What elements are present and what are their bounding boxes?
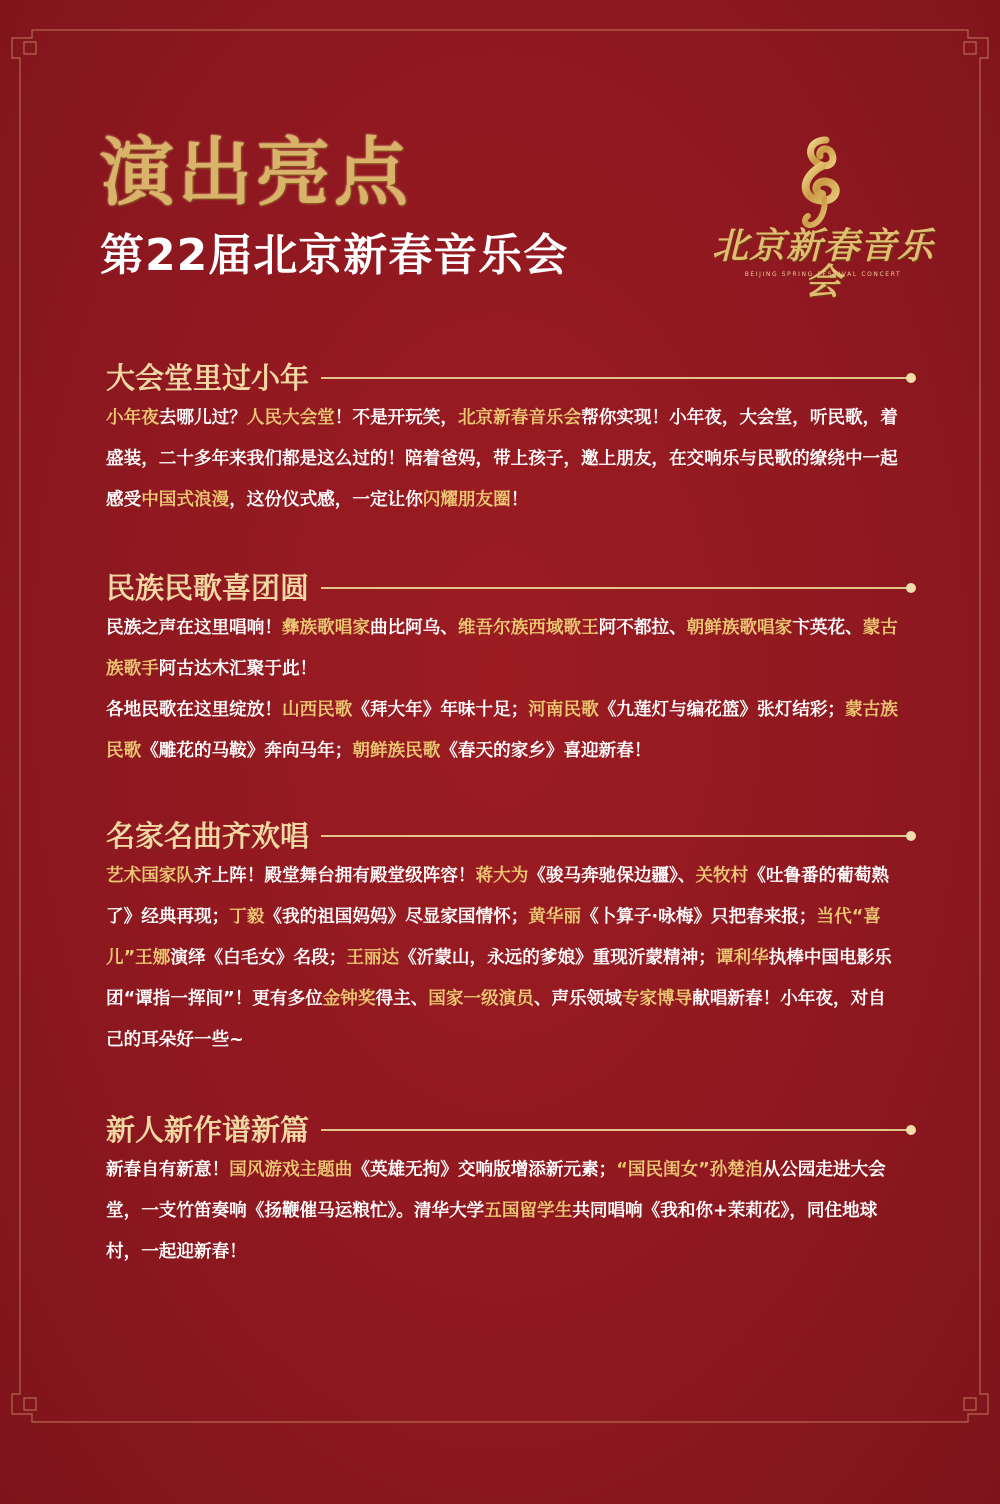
highlight-text: 中国式浪漫	[141, 490, 230, 510]
section-header	[106, 568, 918, 608]
highlight-text: 人民大会堂	[246, 408, 335, 428]
logo-english-text: BEIJING SPRING FESTIVAL CONCERT	[744, 271, 902, 278]
highlight-text: 河南民歌	[528, 700, 599, 720]
highlight-text: “国民闺女”孙楚洎	[616, 1160, 763, 1180]
section-1	[106, 358, 918, 521]
highlight-text: 五国留学生	[484, 1201, 573, 1221]
body-text: ！	[510, 490, 529, 510]
body-text: 共同唱响《我和你+茉莉花》，同住地球村，一起迎新春！	[106, 1201, 878, 1262]
body-text: 《吐鲁番的葡萄熟了》经典再现；	[106, 866, 889, 927]
section-paragraph	[106, 856, 898, 1061]
body-text: 阿古达木汇聚于此！	[158, 659, 318, 679]
section-2	[106, 568, 918, 772]
section-title: 大会堂里过小年	[106, 361, 310, 395]
body-text: 《沂蒙山，永远的爹娘》重现沂蒙精神；	[399, 948, 716, 968]
highlight-text: 蒙古族民歌	[106, 700, 898, 761]
section-header	[106, 358, 918, 398]
highlight-text: 丁毅	[229, 907, 265, 927]
highlight-text: 谭利华	[715, 948, 769, 968]
page-title: 演出亮点	[100, 130, 412, 216]
body-text: ！不是开玩笑，	[334, 408, 458, 428]
body-text: 帮你实现！小年夜，大会堂，听民歌，着盛装，二十多年来我们都是这么过的！陪着爸妈，带上孩子，邀上朋友，在交响乐与民歌的缭绕中一起感受	[106, 408, 898, 510]
section-title: 新人新作谱新篇	[106, 1113, 310, 1147]
body-text: 从公园走进大会堂，一支竹笛奏响《扬鞭催马运粮忙》。清华大学	[106, 1160, 886, 1221]
highlight-text: 小年夜	[106, 408, 159, 428]
page-subtitle: 第22届北京新春音乐会	[100, 230, 569, 281]
highlight-text: 朝鲜族民歌	[352, 741, 441, 761]
highlight-text: 山西民歌	[281, 700, 353, 720]
body-text: 《九莲灯与编花篮》张灯结彩；	[598, 700, 846, 720]
section-divider	[321, 377, 910, 379]
section-paragraph	[106, 690, 898, 772]
highlight-text: 专家博导	[621, 989, 693, 1009]
body-text: 阿不都拉、	[598, 618, 687, 638]
body-text: ，这份仪式感，一定让你	[229, 490, 423, 510]
section-paragraph	[106, 398, 898, 521]
body-text: 《拜大年》年味十足；	[352, 700, 529, 720]
divider-dot-icon	[906, 831, 916, 841]
section-paragraph	[106, 1150, 898, 1273]
highlight-text: 朝鲜族歌唱家	[686, 618, 793, 638]
divider-dot-icon	[906, 373, 916, 383]
highlight-text: 国风游戏主题曲	[229, 1160, 353, 1180]
body-text: 《春天的家乡》喜迎新春！	[440, 741, 652, 761]
section-4	[106, 1110, 918, 1273]
body-text: 《卜算子·咏梅》只把春来报；	[581, 907, 817, 927]
treble-clef-icon	[792, 136, 852, 234]
body-text: 曲比阿乌、	[369, 618, 458, 638]
body-text: 卞英花、	[792, 618, 863, 638]
highlight-text: 当代“喜儿”王娜	[106, 907, 881, 968]
highlight-text: 蒋大为	[475, 866, 529, 886]
highlight-text: 闪耀朋友圈	[422, 490, 511, 510]
body-text: 执棒中国电影乐团“谭指一挥间”！更有多位	[106, 948, 892, 1009]
section-header	[106, 1110, 918, 1150]
body-text: 演绎《白毛女》名段；	[170, 948, 347, 968]
divider-dot-icon	[906, 1125, 916, 1135]
body-text: 齐上阵！殿堂舞台拥有殿堂级阵容！	[193, 866, 476, 886]
section-title: 名家名曲齐欢唱	[106, 819, 310, 853]
body-text: 得主、	[375, 989, 429, 1009]
body-text: 各地民歌在这里绽放！	[106, 700, 282, 720]
highlight-text: 关牧村	[695, 866, 749, 886]
body-text: 献唱新春！小年夜，对自己的耳朵好一些~	[106, 989, 886, 1050]
highlight-text: 艺术国家队	[106, 866, 194, 886]
section-divider	[321, 587, 910, 589]
section-header	[106, 816, 918, 856]
highlight-text: 金钟奖	[322, 989, 376, 1009]
body-text: 《雕花的马鞍》奔向马年；	[141, 741, 353, 761]
body-text: 《我的祖国妈妈》尽显家国情怀；	[264, 907, 529, 927]
highlight-text: 维吾尔族西域歌王	[457, 618, 599, 638]
section-3	[106, 816, 918, 1061]
body-text: 《英雄无拘》交响版增添新元素；	[352, 1160, 617, 1180]
highlight-text: 黄华丽	[528, 907, 582, 927]
section-divider	[321, 835, 910, 837]
section-divider	[321, 1129, 910, 1131]
section-paragraph	[106, 608, 898, 690]
concert-logo	[712, 136, 935, 303]
highlight-text: 王丽达	[346, 948, 400, 968]
highlight-text: 彝族歌唱家	[281, 618, 370, 638]
highlight-text: 国家一级演员	[428, 989, 534, 1009]
highlight-text: 北京新春音乐会	[457, 408, 582, 428]
divider-dot-icon	[906, 583, 916, 593]
body-text: 去哪儿过？	[158, 408, 247, 428]
body-text: 《骏马奔驰保边疆》、	[528, 866, 696, 886]
body-text: 、声乐领域	[533, 989, 622, 1009]
logo-chinese-text: 北京新春音乐会	[712, 225, 935, 303]
body-text: 新春自有新意！	[106, 1160, 230, 1180]
body-text: 民族之声在这里唱响！	[106, 618, 282, 638]
highlight-text: 蒙古族歌手	[106, 618, 898, 679]
section-title: 民族民歌喜团圆	[106, 571, 310, 605]
